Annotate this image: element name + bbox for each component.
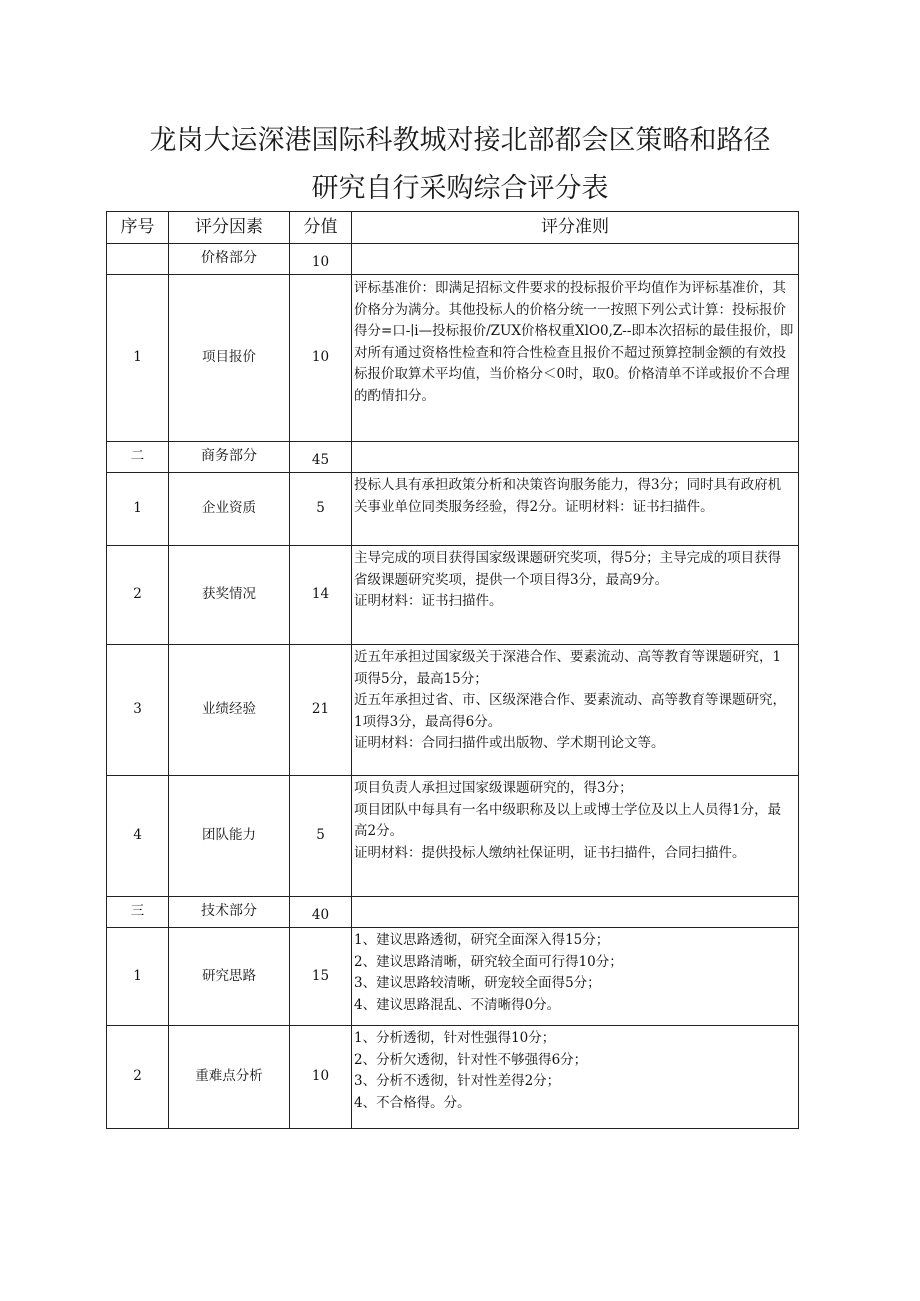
section-row-price (107, 244, 799, 275)
section-name: 技术部分 (169, 897, 290, 928)
criteria-line: 证明材料：提供投标人缴纳社保证明，证书扫描件，合同扫描件。 (354, 844, 746, 861)
row-criteria (352, 275, 799, 442)
table-row (107, 928, 799, 1026)
header-score: 分值 (290, 212, 352, 244)
criteria-line: 项目团队中每具有一名中级职称及以上或博士学位及以上人员得1分，最高2分。 (354, 801, 782, 839)
table-row (107, 776, 799, 897)
table-header-row (107, 212, 799, 244)
row-factor: 重难点分析 (169, 1026, 290, 1129)
row-score: 5 (290, 776, 352, 897)
section-no: 三 (107, 897, 169, 928)
row-criteria (352, 776, 799, 897)
criteria-line: 证明材料：合同扫描件或出版物、学术期刊论文等。 (354, 735, 665, 751)
section-score: 40 (290, 897, 352, 928)
row-score: 10 (290, 1026, 352, 1129)
criteria-line: 近五年承担过省、市、区级深港合作、要素流动、高等教育等课题研究，1项得3分，最高得6分。 (354, 692, 786, 730)
header-factor: 评分因素 (169, 212, 290, 244)
section-score: 10 (290, 244, 352, 275)
scoring-table (106, 211, 799, 1129)
section-score: 45 (290, 442, 352, 473)
row-no: 1 (107, 473, 169, 546)
criteria-line: 评标基准价：即满足招标文件要求的投标报价平均值作为评标基准价，其价格分为满分。其他投标人的价格分统一一按照下列公式计算：投标报价得分=口-∣i—投标报价/ZUX价格权重XlO0,Z--即本次招标的最佳报价，即对所有通过资格性检查和符合性检查且报价不超过预算控制金额的有效投标报价取算术平均值，当价格分＜0时，取0。价格清单不详或报价不合理的酌情扣分。 (354, 280, 794, 404)
criteria-line: 1、分析透彻，针对性强得10分； (354, 1030, 556, 1046)
criteria-line: 证明材料：证书扫描件。 (354, 593, 503, 609)
row-score: 15 (290, 928, 352, 1026)
row-factor: 企业资质 (169, 473, 290, 546)
row-score: 10 (290, 275, 352, 442)
row-criteria (352, 645, 799, 776)
section-no: 二 (107, 442, 169, 473)
row-score: 14 (290, 546, 352, 645)
header-criteria: 评分准则 (352, 212, 799, 244)
page-title-line-1: 龙岗大运深港国际科教城对接北部都会区策略和路径 (149, 125, 771, 156)
criteria-line: 4、建议思路混乱、不清晰得0分。 (354, 996, 561, 1013)
row-no: 1 (107, 928, 169, 1026)
row-no: 2 (107, 1026, 169, 1129)
row-criteria (352, 928, 799, 1026)
row-factor: 业绩经验 (169, 645, 290, 776)
row-criteria (352, 546, 799, 645)
table-row (107, 275, 799, 442)
section-row-technical (107, 897, 799, 928)
criteria-line: 主导完成的项目获得国家级课题研究奖项，得5分；主导完成的项目获得省级课题研究奖项，提供一个项目得3分，最高9分。 (354, 550, 782, 588)
criteria-line: 3、建议思路较清晰，研宠较全面得5分； (354, 975, 601, 991)
criteria-line: 近五年承担过国家级关于深港合作、要素流动、高等教育等课题研究，1项得5分，最高15分； (354, 649, 782, 687)
section-name: 商务部分 (169, 442, 290, 473)
row-criteria (352, 473, 799, 546)
row-score: 21 (290, 645, 352, 776)
row-score: 5 (290, 473, 352, 546)
table-row (107, 645, 799, 776)
criteria-line: 2、分析欠透彻，针对性不够强得6分； (354, 1051, 588, 1068)
row-factor: 团队能力 (169, 776, 290, 897)
row-factor: 项目报价 (169, 275, 290, 442)
criteria-line: 投标人具有承担政策分析和决策咨询服务能力，得3分；同时具有政府机关事业单位同类服务经验，得2分。证明材料：证书扫描件。 (354, 477, 782, 515)
row-no: 3 (107, 645, 169, 776)
row-no: 2 (107, 546, 169, 645)
section-row-business (107, 442, 799, 473)
section-criteria-empty (352, 244, 799, 275)
row-criteria (352, 1026, 799, 1129)
table-row (107, 473, 799, 546)
criteria-line: 项目负责人承担过国家级课题研究的，得3分； (354, 780, 633, 796)
section-criteria-empty (352, 442, 799, 473)
header-no: 序号 (107, 212, 169, 244)
criteria-line: 4、不合格得。分。 (354, 1094, 471, 1111)
row-factor: 研究思路 (169, 928, 290, 1026)
criteria-line: 3、分析不透彻，针对性差得2分； (354, 1073, 561, 1089)
table-row (107, 546, 799, 645)
section-no (107, 244, 169, 275)
row-no: 1 (107, 275, 169, 442)
section-name: 价格部分 (169, 244, 290, 275)
row-factor: 获奖情况 (169, 546, 290, 645)
criteria-line: 1、建议思路透彻，研究全面深入得15分； (354, 932, 610, 948)
row-no: 4 (107, 776, 169, 897)
table-row (107, 1026, 799, 1129)
criteria-line: 2、建议思路清晰，研究较全面可行得10分； (354, 953, 623, 970)
page-title-line-2: 研究自行采购综合评分表 (311, 173, 609, 204)
section-criteria-empty (352, 897, 799, 928)
